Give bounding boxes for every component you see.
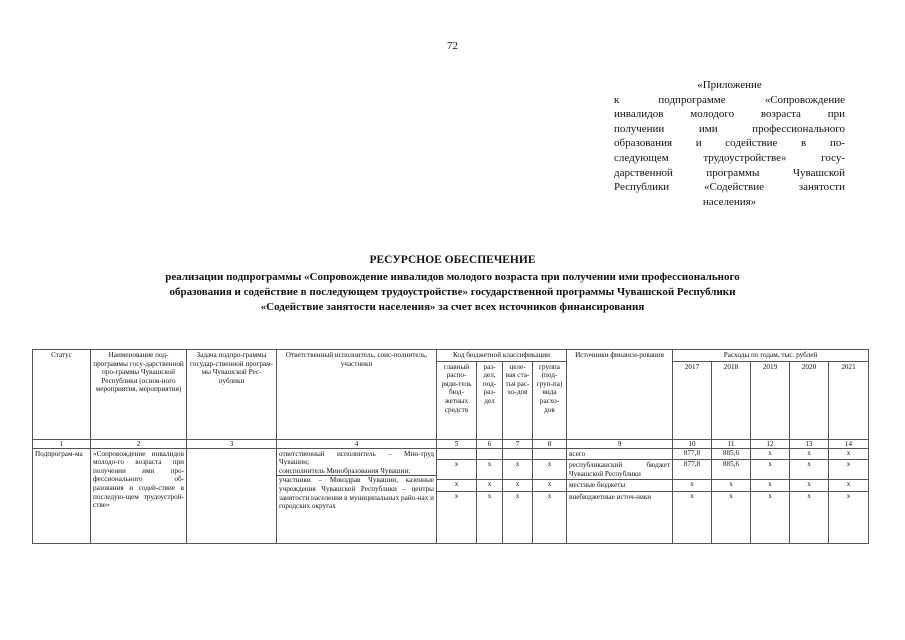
value-cell: х xyxy=(712,480,751,492)
header-vr: группа (под-груп-па) вида расхо-дов xyxy=(533,361,567,439)
value-cell: х xyxy=(829,480,869,492)
code-cell xyxy=(503,448,533,460)
value-cell: х xyxy=(790,448,829,460)
header-row xyxy=(33,350,869,362)
value-cell: х xyxy=(829,460,869,480)
code-cell xyxy=(533,448,567,460)
appendix-line: «Приложение xyxy=(697,79,762,91)
header-grbs: главный распо-ряди-тель бюд-жетных средств xyxy=(437,361,477,439)
column-number: 3 xyxy=(187,439,277,448)
column-number: 14 xyxy=(829,439,869,448)
appendix-line: Республики «Содействие занятости xyxy=(614,181,845,194)
column-number: 4 xyxy=(277,439,437,448)
code-cell: х xyxy=(533,491,567,543)
code-cell xyxy=(437,448,477,460)
executor-co: соисполнитель Минобразования Чувашии; xyxy=(279,466,411,475)
value-cell: х xyxy=(751,448,790,460)
column-number: 10 xyxy=(673,439,712,448)
title-line: «Содействие занятости населения» за счет всех источников финансирования xyxy=(260,301,645,313)
column-number: 1 xyxy=(33,439,91,448)
code-cell: х xyxy=(437,480,477,492)
header-rzpr: раз-дел, под-раз-дел xyxy=(477,361,503,439)
value-cell: х xyxy=(712,491,751,543)
value-cell: х xyxy=(751,491,790,543)
header-status: Статус xyxy=(33,350,91,440)
header-sources: Источники финанси-рования xyxy=(567,350,673,440)
code-cell: х xyxy=(437,460,477,480)
code-cell: х xyxy=(533,460,567,480)
column-number: 5 xyxy=(437,439,477,448)
column-number: 13 xyxy=(790,439,829,448)
header-csr: целе-вая ста-тья рас-хо-дов xyxy=(503,361,533,439)
header-year: 2020 xyxy=(790,361,829,439)
status-cell: Подпрограм-ма xyxy=(33,448,91,543)
value-cell: х xyxy=(673,491,712,543)
source-cell: местные бюджеты xyxy=(567,480,673,492)
code-cell: х xyxy=(503,491,533,543)
table-row xyxy=(33,448,869,460)
title-line: реализации подпрограммы «Сопровождение инвалидов молодого возраста при получении ими профессионального xyxy=(165,271,740,283)
value-cell: х xyxy=(790,480,829,492)
column-number: 7 xyxy=(503,439,533,448)
value-cell: х xyxy=(751,480,790,492)
column-number: 2 xyxy=(91,439,187,448)
code-cell xyxy=(477,448,503,460)
column-number: 9 xyxy=(567,439,673,448)
source-cell: республиканский бюджет Чувашской Республики xyxy=(567,460,673,480)
appendix-line: к подпрограмме «Сопровождение xyxy=(614,93,845,106)
code-cell: х xyxy=(437,491,477,543)
appendix-line: дарственной программы Чувашской xyxy=(614,166,845,179)
source-cell: всего xyxy=(567,448,673,460)
value-cell: 877,8 xyxy=(673,448,712,460)
document-title xyxy=(60,253,845,315)
header-year: 2021 xyxy=(829,361,869,439)
header-executor: Ответственный исполнитель, соис-полнитель, участники xyxy=(277,350,437,440)
value-cell: 885,6 xyxy=(712,448,751,460)
appendix-line: образования и содействие в по- xyxy=(614,137,845,150)
code-cell: х xyxy=(477,480,503,492)
appendix-line: получении ими профессионального xyxy=(614,122,845,135)
column-number: 8 xyxy=(533,439,567,448)
appendix-line: населения» xyxy=(702,195,757,208)
header-budget-code: Код бюджетной классификации xyxy=(437,350,567,362)
title-line: образования и содействие в последующем трудоустройстве» государственной программы Чувашской Республики xyxy=(169,286,736,298)
page-number: 72 xyxy=(447,40,458,52)
executor-participants: участники – Минздрав Чувашии, казенные учреждения Чувашской Республики – центры занятости населения в муниципальных райо-нах и городских округах xyxy=(279,476,434,511)
header-year: 2017 xyxy=(673,361,712,439)
title-main: РЕСУРСНОЕ ОБЕСПЕЧЕНИЕ xyxy=(369,254,536,266)
column-number-row xyxy=(33,439,869,448)
header-expenses: Расходы по годам, тыс. рублей xyxy=(673,350,869,362)
source-cell: внебюджетные источ-ники xyxy=(567,491,673,543)
column-number: 12 xyxy=(751,439,790,448)
code-cell: х xyxy=(503,480,533,492)
value-cell: х xyxy=(673,480,712,492)
appendix-note xyxy=(614,78,845,209)
value-cell: х xyxy=(790,491,829,543)
executor-cell xyxy=(277,448,437,543)
value-cell: х xyxy=(829,491,869,543)
code-cell: х xyxy=(533,480,567,492)
header-year: 2018 xyxy=(712,361,751,439)
appendix-line: следующем трудоустройстве» госу- xyxy=(614,151,845,164)
header-name: Наименование под-программы госу-дарственной про-граммы Чувашской Республики (основ-ного мероприятия, мероприятия) xyxy=(91,350,187,440)
code-cell: х xyxy=(503,460,533,480)
value-cell: х xyxy=(751,460,790,480)
appendix-line: инвалидов молодого возраста при xyxy=(614,108,845,121)
value-cell: х xyxy=(790,460,829,480)
value-cell: 877,8 xyxy=(673,460,712,480)
header-year: 2019 xyxy=(751,361,790,439)
code-cell: х xyxy=(477,460,503,480)
name-cell: «Сопровождение инвалидов молодо-го возраста при получении ими про-фессионального об-разования и содей-ствие в последую-щем трудоустрой-стве» xyxy=(91,448,187,543)
value-cell: 885,6 xyxy=(712,460,751,480)
task-cell xyxy=(187,448,277,543)
code-cell: х xyxy=(477,491,503,543)
header-task: Задача подпро-граммы государ-ственной програм-мы Чувашской Рес-публики xyxy=(187,350,277,440)
column-number: 6 xyxy=(477,439,503,448)
resource-table xyxy=(32,349,869,544)
executor-responsible: ответственный исполнитель – Мин-труд Чувашии; xyxy=(279,449,434,467)
value-cell: х xyxy=(829,448,869,460)
column-number: 11 xyxy=(712,439,751,448)
